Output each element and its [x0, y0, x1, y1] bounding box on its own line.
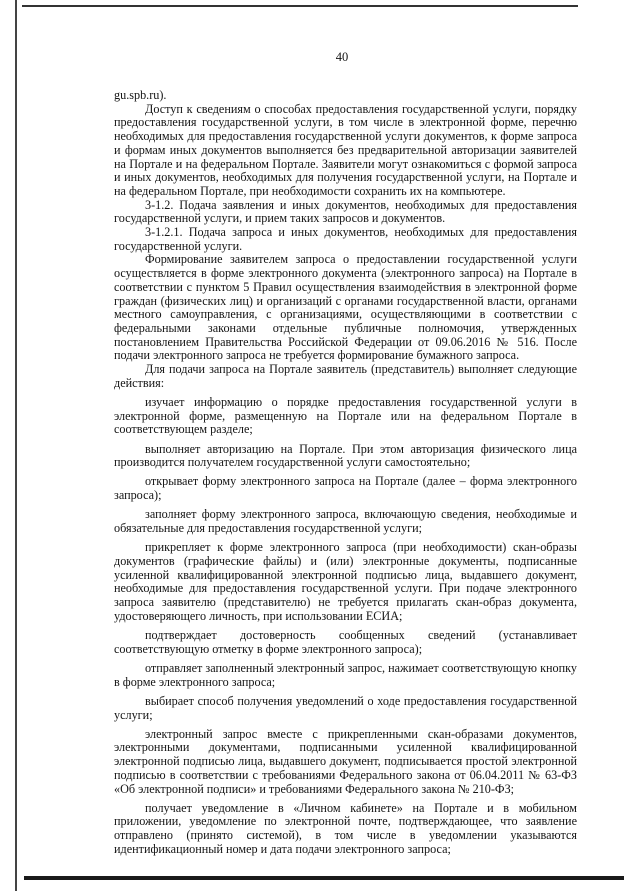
document-body [114, 89, 577, 857]
list-item-signature: электронный запрос вместе с прикрепленными скан-образами документов, электронными документами, подписанными усиленной квалифицированной электронной подписью лица, выдавшего документ, подписывается простой электронной подписью в соответствии с требованиями Федерального закона от 06.04.2011 № 63-ФЗ «Об электронной подписи» и требованиями Федерального закона № 210-ФЗ; [114, 726, 577, 796]
paragraph-site-tail: gu.spb.ru). [114, 88, 167, 102]
page-number: 40 [335, 50, 349, 64]
paragraph-access-info: Доступ к сведениям о способах предоставления государственной услуги, порядку предоставления государственной услуги, в том числе в электронной форме, перечню необходимых для предоставления государственной услуги документов, к форме запроса и формам иных документов выполняется без предварительной авторизации заявителей на Портале и на федеральном Портале. Заявители могут ознакомиться с формой запроса и иных документов, необходимых для получения государственной услуги, на Портале и на федеральном Портале, при необходимости сохранить их на компьютере. [114, 101, 577, 198]
scan-left-edge [15, 0, 17, 891]
list-item-attach-docs: прикрепляет к форме электронного запроса (при необходимости) скан-образы документов (графические файлы) и (или) электронные документы, подписанные усиленной квалифицированной электронной подписью лица, выдавшего документ, необходимые для предоставления государственной услуги. При подаче электронного запроса заявителю (представителю) не требуется прилагать скан-образ документа, удостоверяющего личность, при использовании ЕСИА; [114, 540, 577, 623]
list-item-notification-method: выбирает способ получения уведомлений о ходе предоставления государственной услуги; [114, 693, 577, 722]
list-item-receive-notice: получает уведомление в «Личном кабинете» на Портале и в мобильном приложении, уведомление по электронной почте, подтверждающее, что заявление отправлено (принято системой), в том числе в уведомлении указываются идентификационный номер и дата подачи электронного запроса; [114, 800, 577, 856]
list-item-study-info: изучает информацию о порядке предоставления государственной услуги в электронной форме, размещенную на Портале или на федеральном Портале в соответствующем разделе; [114, 394, 577, 437]
list-item-send: отправляет заполненный электронный запрос, нажимает соответствующую кнопку в форме электронного запроса; [114, 660, 577, 689]
list-item-authorize: выполняет авторизацию на Портале. При этом авторизация физического лица производится получателем государственной услуги самостоятельно; [114, 441, 577, 470]
list-item-open-form: открывает форму электронного запроса на Портале (далее – форма электронного запроса); [114, 474, 577, 503]
scan-bottom-edge [24, 876, 624, 880]
paragraph-request-forming: Формирование заявителем запроса о предоставлении государственной услуги осуществляется в форме электронного документа (электронного запроса) на Портале в соответствии с пунктом 5 Правил осуществления взаимодействия в электронной форме граждан (физических лиц) и организаций с органами государственной власти, органами местного самоуправления, с организациями, осуществляющими в соответствии с федеральными законами отдельные публичные полномочия, утвержденных постановлением Правительства Российской Федерации от 09.06.2016 № 516. После подачи электронного запроса не требуется формирование бумажного запроса. [114, 252, 577, 363]
section-3-1-2: 3-1.2. Подача заявления и иных документов, необходимых для предоставления государственной услуги, и прием таких запросов и документов. [114, 197, 577, 226]
paragraph-actions-intro: Для подачи запроса на Портале заявитель (представитель) выполняет следующие действия: [114, 362, 577, 390]
section-3-1-2-1: 3-1.2.1. Подача запроса и иных документов, необходимых для предоставления государственной услуги. [114, 225, 577, 253]
list-item-confirm: подтверждает достоверность сообщенных сведений (устанавливает соответствующую отметку в форме электронного запроса); [114, 628, 577, 656]
list-item-fill-form: заполняет форму электронного запроса, включающую сведения, необходимые и обязательные для предоставления государственной услуги; [114, 507, 577, 536]
scan-top-edge [22, 5, 578, 7]
